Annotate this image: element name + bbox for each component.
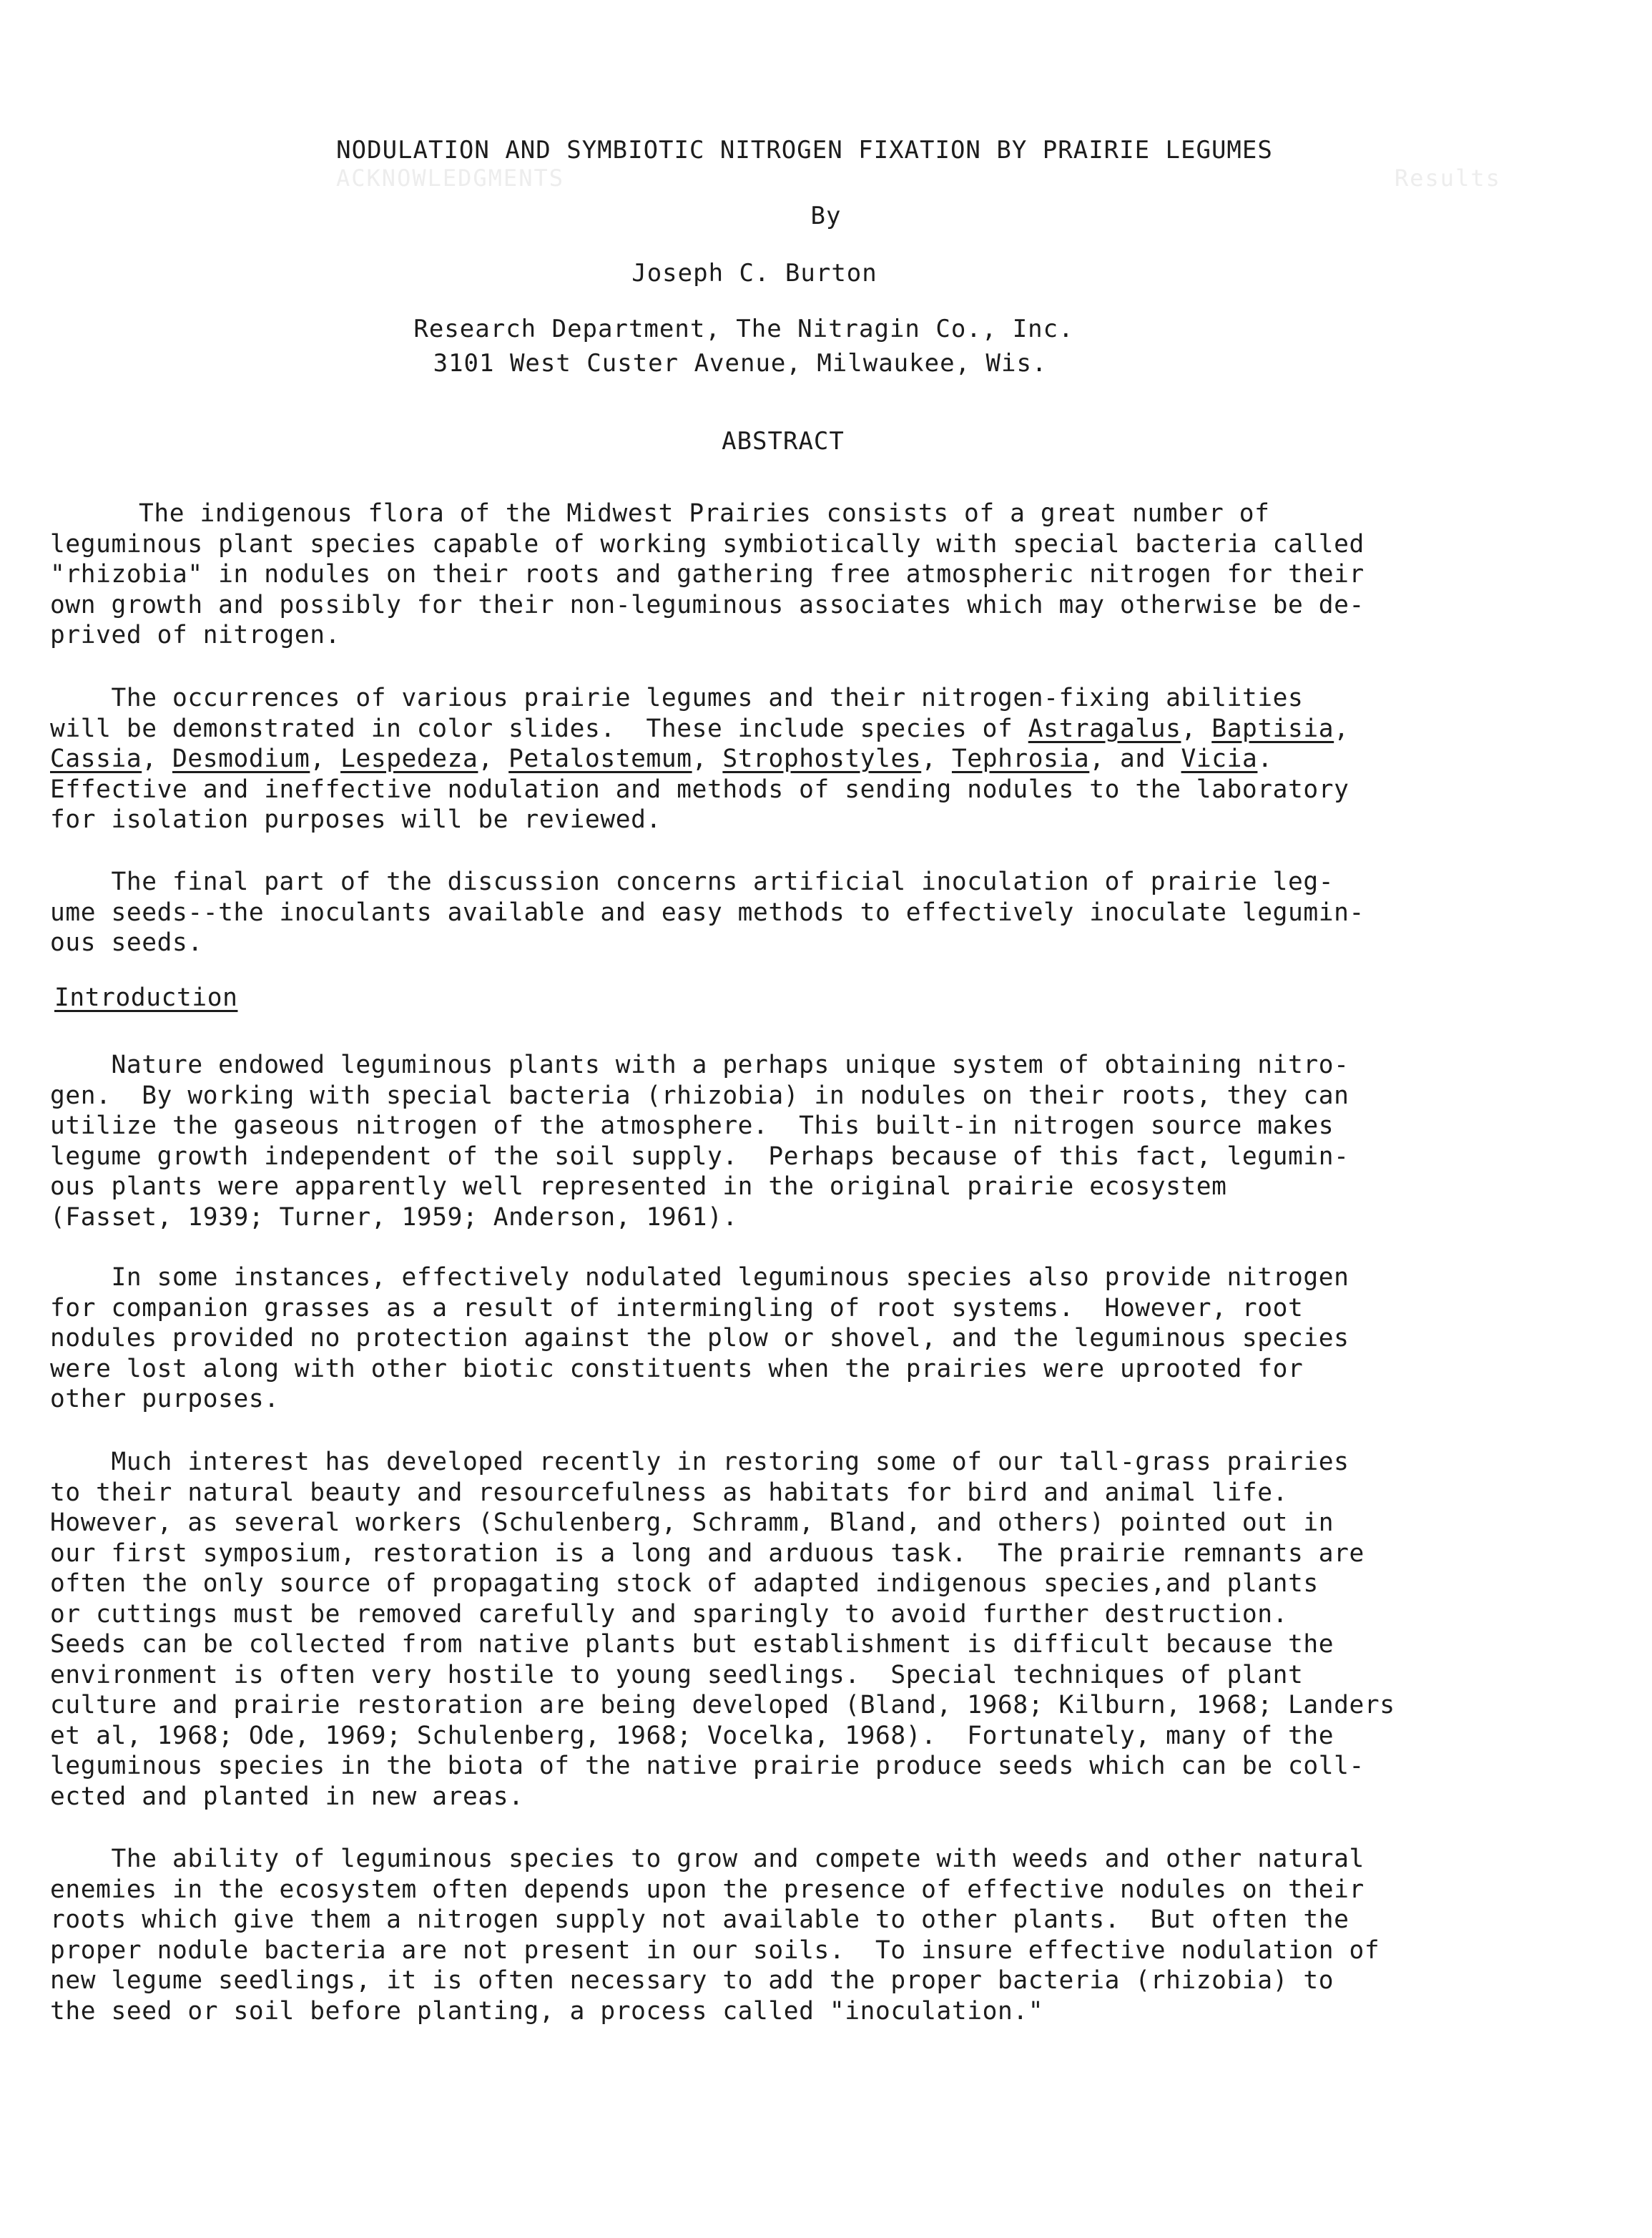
text-line: The occurrences of various prairie legumes and their nitrogen-fixing abilities [50, 684, 1304, 712]
text-line: ous seeds. [50, 928, 203, 957]
text-line: for companion grasses as a result of intermingling of root systems. However, root [50, 1293, 1304, 1322]
text-line: own growth and possibly for their non-leguminous associates which may otherwise be de- [50, 590, 1365, 619]
text-line: However, as several workers (Schulenberg, Schramm, Bland, and others) pointed out in [50, 1508, 1334, 1537]
text-line: Effective and ineffective nodulation and methods of sending nodules to the laboratory [50, 775, 1349, 804]
introduction-paragraph-1 [50, 1050, 1645, 1232]
text-line: proper nodule bacteria are not present in our soils. To insure effective nodulation of [50, 1935, 1380, 1965]
text-run: and [1120, 745, 1166, 773]
text-line: the seed or soil before planting, a process called "inoculation." [50, 1996, 1044, 2026]
text-line: or cuttings must be removed carefully and sparingly to avoid further destruction. [50, 1599, 1289, 1629]
text-line: Nature endowed leguminous plants with a perhaps unique system of obtaining nitro- [50, 1051, 1349, 1079]
byline-by: By [810, 202, 842, 230]
genus-lespedeza: Lespedeza [340, 745, 478, 773]
genus-baptisia: Baptisia [1211, 714, 1334, 743]
text-line: were lost along with other biotic constituents when the prairies were uprooted for [50, 1354, 1304, 1383]
text-line: ous plants were apparently well represented in the original prairie ecosystem [50, 1172, 1227, 1201]
text-line: Seeds can be collected from native plants but establishment is difficult because the [50, 1630, 1334, 1659]
genus-astragalus: Astragalus [1028, 714, 1181, 743]
text-line: The indigenous flora of the Midwest Prairies consists of a great number of [139, 499, 1270, 528]
abstract-paragraph-2 [50, 683, 1645, 835]
text-line: enemies in the ecosystem often depends upon the presence of effective nodules on their [50, 1875, 1365, 1904]
text-line: environment is often very hostile to young seedlings. Special techniques of plant [50, 1660, 1304, 1689]
bleed-through-text: Results [1395, 165, 1501, 192]
text-line: Cassia, Desmodium, Lespedeza, Petalostemum, Strophostyles, Tephrosia, and Vicia. [50, 745, 1273, 773]
text-line: Much interest has developed recently in restoring some of our tall-grass prairies [50, 1448, 1349, 1476]
genus-petalostemum: Petalostemum [508, 745, 692, 773]
introduction-paragraph-2 [50, 1262, 1645, 1415]
text-line: often the only source of propagating stock of adapted indigenous species,and plants [50, 1569, 1319, 1598]
text-line: ume seeds--the inoculants available and easy methods to effectively inoculate legumin- [50, 898, 1365, 927]
text-line: roots which give them a nitrogen supply not available to other plants. But often the [50, 1905, 1349, 1934]
genus-desmodium: Desmodium [172, 745, 310, 773]
text-line: utilize the gaseous nitrogen of the atmosphere. This built-in nitrogen source makes [50, 1111, 1334, 1140]
text-line [50, 714, 1645, 745]
introduction-paragraph-3 [50, 1447, 1645, 1812]
text-line: leguminous species in the biota of the native prairie produce seeds which can be coll- [50, 1752, 1365, 1780]
text-line: The ability of leguminous species to grow and compete with weeds and other natural [50, 1845, 1365, 1873]
introduction-heading: Introduction [54, 983, 238, 1012]
genus-strophostyles: Strophostyles [722, 745, 922, 773]
text-line: other purposes. [50, 1385, 280, 1413]
text-line: gen. By working with special bacteria (rhizobia) in nodules on their roots, they can [50, 1081, 1349, 1110]
text-line: (Fasset, 1939; Turner, 1959; Anderson, 1961). [50, 1202, 738, 1232]
text-run: will be demonstrated in color slides. These include species of [50, 714, 1028, 743]
text-line: our first symposium, restoration is a long and arduous task. The prairie remnants are [50, 1538, 1365, 1568]
abstract-paragraph-3 [50, 867, 1645, 958]
affiliation-line-1: Research Department, The Nitragin Co., Inc. [413, 315, 1074, 343]
abstract-heading: ABSTRACT [722, 427, 845, 456]
text-line: culture and prairie restoration are being developed (Bland, 1968; Kilburn, 1968; Landers [50, 1691, 1395, 1719]
abstract-paragraph-1 [50, 499, 1645, 651]
text-line: The final part of the discussion concerns artificial inoculation of prairie leg- [50, 868, 1334, 896]
text-line: et al, 1968; Ode, 1969; Schulenberg, 1968; Vocelka, 1968). Fortunately, many of the [50, 1721, 1334, 1750]
affiliation-line-2: 3101 West Custer Avenue, Milwaukee, Wis. [433, 349, 1048, 378]
genus-cassia: Cassia [50, 745, 142, 773]
text-line: "rhizobia" in nodules on their roots and gathering free atmospheric nitrogen for their [50, 560, 1365, 589]
genus-tephrosia: Tephrosia [951, 745, 1090, 773]
text-run: , [1181, 714, 1212, 743]
text-line: new legume seedlings, it is often necessary to add the proper bacteria (rhizobia) to [50, 1966, 1334, 1995]
paper-title: NODULATION AND SYMBIOTIC NITROGEN FIXATION BY PRAIRIE LEGUMES [336, 136, 1273, 165]
bleed-through-text: ACKNOWLEDGMENTS [336, 165, 564, 192]
text-line: prived of nitrogen. [50, 621, 341, 649]
text-line: leguminous plant species capable of working symbiotically with special bacteria called [50, 529, 1365, 559]
text-run: , [1334, 714, 1349, 743]
text-line: legume growth independent of the soil supply. Perhaps because of this fact, legumin- [50, 1142, 1349, 1171]
text-line: for isolation purposes will be reviewed. [50, 805, 662, 834]
introduction-paragraph-4 [50, 1844, 1645, 2026]
text-line: to their natural beauty and resourcefulness as habitats for bird and animal life. [50, 1478, 1289, 1507]
text-line: In some instances, effectively nodulated leguminous species also provide nitrogen [50, 1263, 1349, 1292]
text-line: nodules provided no protection against the plow or shovel, and the leguminous species [50, 1324, 1349, 1353]
text-line: ected and planted in new areas. [50, 1782, 524, 1811]
author-name: Joseph C. Burton [631, 259, 877, 288]
genus-vicia: Vicia [1181, 745, 1258, 773]
